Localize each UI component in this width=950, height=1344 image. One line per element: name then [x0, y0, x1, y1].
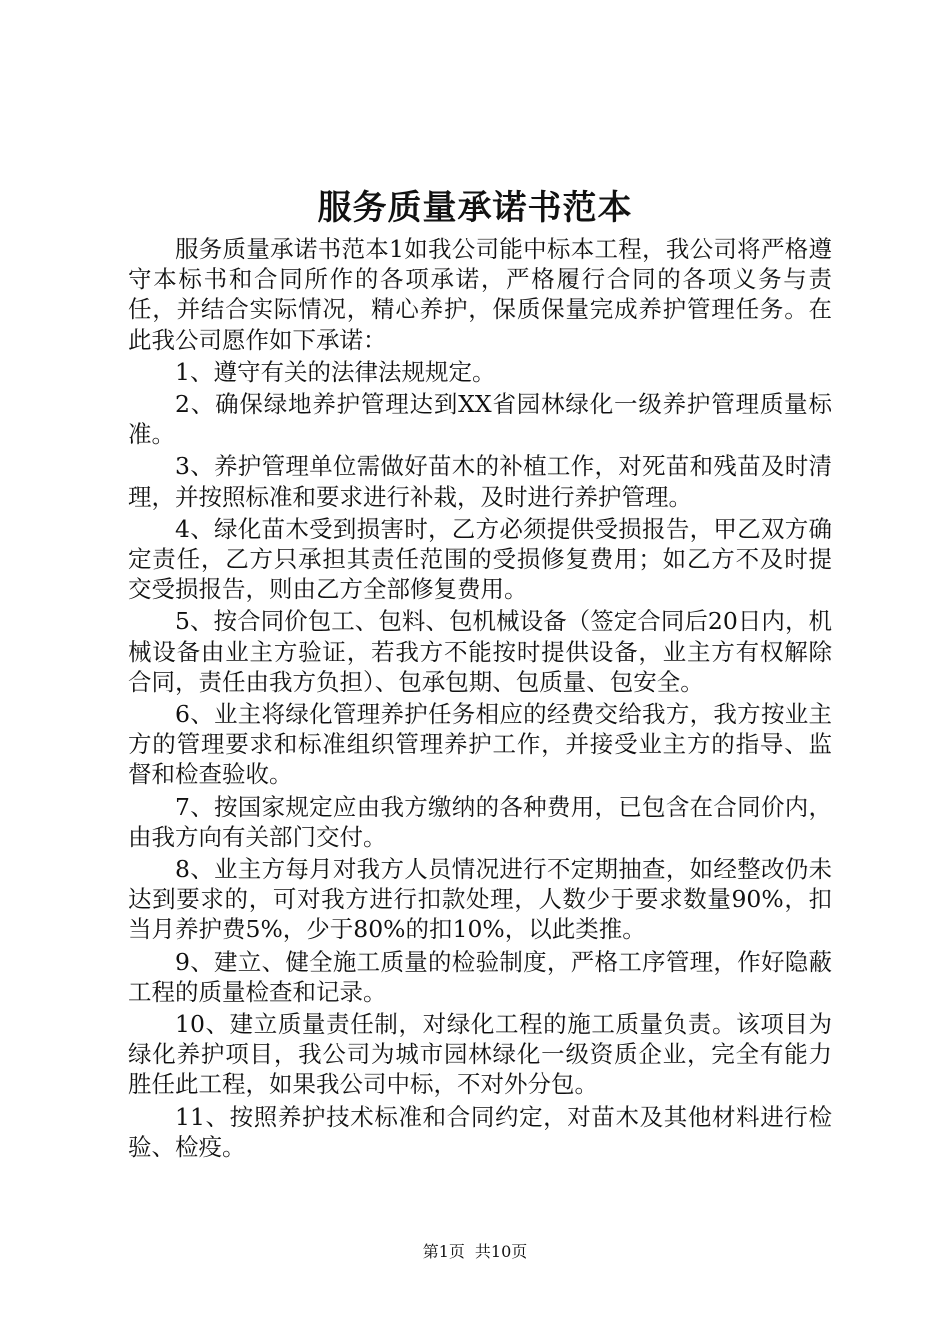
paragraph-item-10: 10、建立质量责任制，对绿化工程的施工质量负责。该项目为绿化养护项目，我公司为城市园林绿化一级资质企业，完全有能力胜任此工程，如果我公司中标，不对外分包。 — [128, 1010, 832, 1099]
paragraph-item-7: 7、按国家规定应由我方缴纳的各种费用，已包含在合同价内，由我方向有关部门交付。 — [128, 792, 832, 851]
page-footer — [0, 1240, 950, 1264]
page-number-total: 共10页 — [474, 1242, 528, 1261]
paragraph-item-6: 6、业主将绿化管理养护任务相应的经费交给我方，我方按业主方的管理要求和标准组织管理养护工作，并接受业主方的指导、监督和检查验收。 — [128, 700, 832, 789]
paragraph-item-9: 9、建立、健全施工质量的检验制度，严格工序管理，作好隐蔽工程的质量检查和记录。 — [128, 947, 832, 1006]
document-title: 服务质量承诺书范本 — [317, 188, 633, 228]
document-body — [128, 234, 832, 1162]
paragraph-item-4: 4、绿化苗木受到损害时，乙方必须提供受损报告，甲乙双方确定责任，乙方只承担其责任范围的受损修复费用；如乙方不及时提交受损报告，则由乙方全部修复费用。 — [128, 514, 832, 604]
paragraph-item-2: 2、确保绿地养护管理达到XX省园林绿化一级养护管理质量标准。 — [128, 390, 832, 449]
paragraph-item-5: 5、按合同价包工、包料、包机械设备（签定合同后20日内，机械设备由业主方验证，若我方不能按时提供设备，业主方有权解除合同，责任由我方负担）、包承包期、包质量、包安全。 — [128, 607, 832, 696]
paragraph-intro: 服务质量承诺书范本1如我公司能中标本工程，我公司将严格遵守本标书和合同所作的各项承诺，严格履行合同的各项义务与责任，并结合实际情况，精心养护，保质保量完成养护管理任务。在此我公司愿作如下承诺： — [128, 235, 832, 354]
paragraph-item-1: 1、遵守有关的法律法规规定。 — [175, 357, 496, 386]
paragraph-item-3: 3、养护管理单位需做好苗木的补植工作，对死苗和残苗及时清理，并按照标准和要求进行补栽，及时进行养护管理。 — [128, 452, 832, 511]
paragraph-item-11: 11、按照养护技术标准和合同约定，对苗木及其他材料进行检验、检疫。 — [128, 1102, 832, 1161]
page-number-current: 第1页 — [422, 1242, 465, 1261]
paragraph-item-8: 8、业主方每月对我方人员情况进行不定期抽查，如经整改仍未达到要求的，可对我方进行扣款处理，人数少于要求数量90%，扣当月养护费5%，少于80%的扣10%，以此类推。 — [128, 855, 832, 944]
